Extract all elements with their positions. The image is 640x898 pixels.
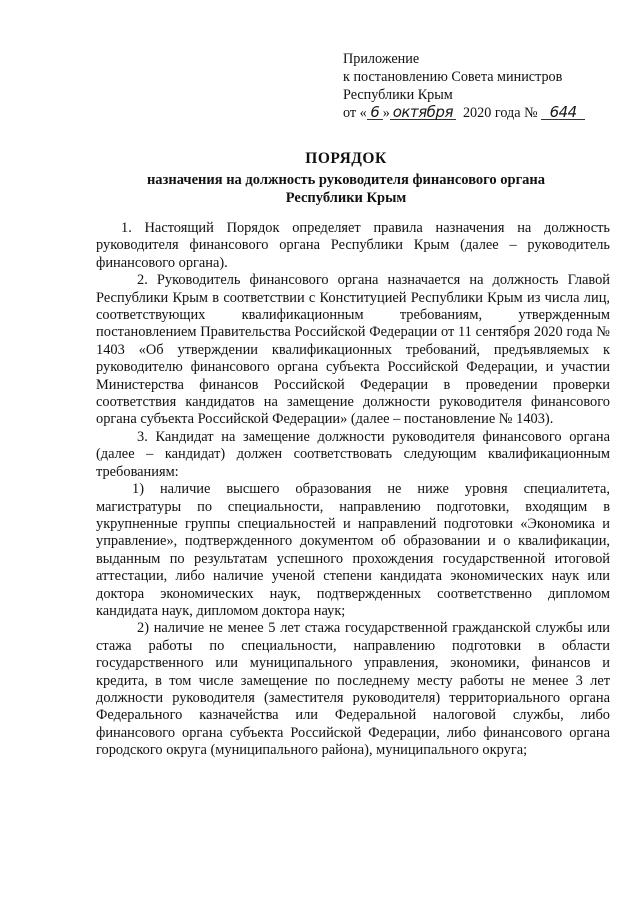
paragraph-3-item-1: 1) наличие высшего образования не ниже уровня специалитета, магистратуры по специальности, направлению подготовки, входящим в укрупненные группы специальностей и направлений подготовки «Экономика и управление», подтвержденного документом об образовании и о квалификации, выданным по результатам успешного прохождения государственной итоговой аттестации, либо наличие ученой степени кандидата экономических наук или доктора экономических наук, подтвержденных соответственно дипломом кандидата наук, дипломом доктора наук; — [96, 481, 610, 619]
document-title — [96, 150, 596, 207]
date-year: 2020 года № — [462, 105, 538, 121]
handwritten-day: 6 — [367, 105, 383, 120]
date-mid: » — [382, 105, 390, 121]
appendix-date-line — [343, 104, 585, 122]
title-line-2: назначения на должность руководителя финансового органа — [146, 172, 546, 188]
title-main: ПОРЯДОК — [305, 150, 387, 167]
handwritten-month: октября — [390, 105, 456, 120]
appendix-line-3: Республики Крым — [343, 87, 453, 103]
paragraph-1: 1. Настоящий Порядок определяет правила назначения на должность руководителя финансового органа Республики Крым (далее – руководитель финансового органа). — [96, 220, 610, 271]
appendix-line-1: Приложение — [343, 51, 420, 67]
paragraph-3-item-2: 2) наличие не менее 5 лет стажа государственной гражданской службы или стажа работы по специальности, направлению подготовки в области государственного или муниципального управления, экономики, финансов и кредита, в том числе замещение по последнему месту работы не менее 3 лет должности руководителя (заместителя руководителя) территориального органа Федерального казначейства или Федеральной налоговой службы, либо финансового органа субъекта Российской Федерации, либо финансового органа городского округа (муниципального района), муниципального округа; — [96, 620, 610, 759]
paragraph-3: 3. Кандидат на замещение должности руководителя финансового органа (далее – кандидат) должен соответствовать следующим квалификационным требованиям: — [96, 428, 610, 480]
appendix-header — [343, 50, 585, 122]
document-body — [96, 220, 610, 760]
date-prefix: от « — [343, 105, 367, 121]
title-line-3: Республики Крым — [285, 190, 407, 206]
paragraph-2: 2. Руководитель финансового органа назначается на должность Главой Республики Крым в соответствии с Конституцией Республики Крым из числа лиц, соответствующих квалификационным требованиям, утвержденным постановлением Правительства Российской Федерации от 11 сентября 2020 года № 1403 «Об утверждении квалификационных требований, предъявляемых к руководителю финансового органа субъекта Российской Федерации, и участии Министерства финансов Российской Федерации в проведении проверки соответствия кандидатов на замещение должности руководителя финансового органа субъекта Российской Федерации» (далее – постановление № 1403). — [96, 272, 610, 428]
appendix-line-2: к постановлению Совета министров — [343, 69, 563, 85]
handwritten-doc-number: 644 — [541, 105, 585, 120]
